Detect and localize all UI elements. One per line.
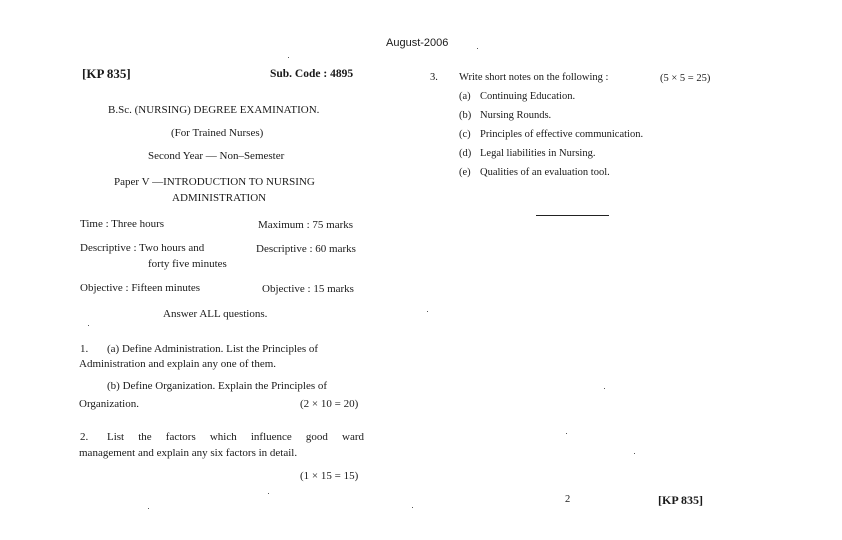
scan-speck bbox=[412, 507, 413, 508]
exam-date: August-2006 bbox=[386, 37, 449, 49]
year-label: Second Year — Non–Semester bbox=[148, 150, 285, 162]
scan-speck bbox=[427, 311, 428, 312]
scan-speck bbox=[604, 388, 605, 389]
time-label: Time : Three hours bbox=[80, 218, 165, 230]
question-2-line1 bbox=[107, 431, 364, 443]
question-2-word: good bbox=[305, 431, 328, 443]
q3-item-label-b: (b) bbox=[459, 110, 472, 121]
q3-item-text-b: Nursing Rounds. bbox=[480, 110, 552, 121]
sub-code: Sub. Code : 4895 bbox=[270, 68, 354, 80]
footer-paper-code: [KP 835] bbox=[658, 493, 703, 507]
question-2-word: factors bbox=[165, 431, 196, 443]
paper-code: [KP 835] bbox=[82, 66, 131, 81]
scan-speck bbox=[477, 48, 478, 49]
scan-speck bbox=[268, 493, 269, 494]
page-number: 2 bbox=[565, 494, 571, 505]
question-3-number: 3. bbox=[430, 72, 438, 83]
q3-item-text-a: Continuing Education. bbox=[480, 91, 576, 102]
question-1a-line1: (a) Define Administration. List the Principles of bbox=[107, 343, 319, 355]
scan-speck bbox=[288, 57, 289, 58]
question-1a-line2: Administration and explain any one of them. bbox=[79, 358, 277, 370]
question-1b-line1: (b) Define Organization. Explain the Principles of bbox=[107, 380, 328, 392]
question-2-word: which bbox=[209, 431, 237, 443]
q3-item-label-c: (c) bbox=[459, 129, 471, 140]
question-1-number: 1. bbox=[80, 343, 89, 355]
question-1-marks: (2 × 10 = 20) bbox=[300, 398, 359, 410]
end-rule bbox=[536, 215, 609, 216]
objective-time: Objective : Fifteen minutes bbox=[80, 282, 201, 294]
scan-speck bbox=[88, 325, 89, 326]
question-2-word: ward bbox=[342, 431, 364, 443]
max-marks: Maximum : 75 marks bbox=[258, 219, 354, 231]
q3-item-text-d: Legal liabilities in Nursing. bbox=[480, 148, 596, 159]
q3-item-label-a: (a) bbox=[459, 91, 471, 102]
question-2-number: 2. bbox=[80, 431, 89, 443]
scan-speck bbox=[148, 508, 149, 509]
q3-item-text-c: Principles of effective communication. bbox=[480, 129, 644, 140]
question-3-marks: (5 × 5 = 25) bbox=[660, 73, 711, 84]
q3-item-label-d: (d) bbox=[459, 148, 472, 159]
for-whom: (For Trained Nurses) bbox=[171, 127, 264, 139]
degree-title: B.Sc. (NURSING) DEGREE EXAMINATION. bbox=[108, 104, 320, 116]
descriptive-marks: Descriptive : 60 marks bbox=[256, 243, 356, 255]
question-2-marks: (1 × 15 = 15) bbox=[300, 470, 359, 482]
scan-speck bbox=[634, 453, 635, 454]
question-2-line2: management and explain any six factors in detail. bbox=[79, 447, 298, 459]
q3-item-label-e: (e) bbox=[459, 167, 471, 178]
scan-speck bbox=[566, 433, 567, 434]
question-2-word: List bbox=[107, 431, 125, 443]
objective-marks: Objective : 15 marks bbox=[262, 283, 354, 295]
question-3-text: Write short notes on the following : bbox=[459, 72, 609, 83]
question-2-word: influence bbox=[250, 431, 292, 443]
question-2-word: the bbox=[138, 431, 152, 443]
paper-title-line2: ADMINISTRATION bbox=[172, 192, 267, 204]
descriptive-time-line1: Descriptive : Two hours and bbox=[80, 242, 205, 254]
question-1b-line2: Organization. bbox=[79, 398, 139, 410]
descriptive-time-line2: forty five minutes bbox=[148, 258, 227, 270]
instructions: Answer ALL questions. bbox=[163, 308, 268, 320]
q3-item-text-e: Qualities of an evaluation tool. bbox=[480, 167, 610, 178]
paper-title-line1: Paper V —INTRODUCTION TO NURSING bbox=[114, 176, 315, 188]
